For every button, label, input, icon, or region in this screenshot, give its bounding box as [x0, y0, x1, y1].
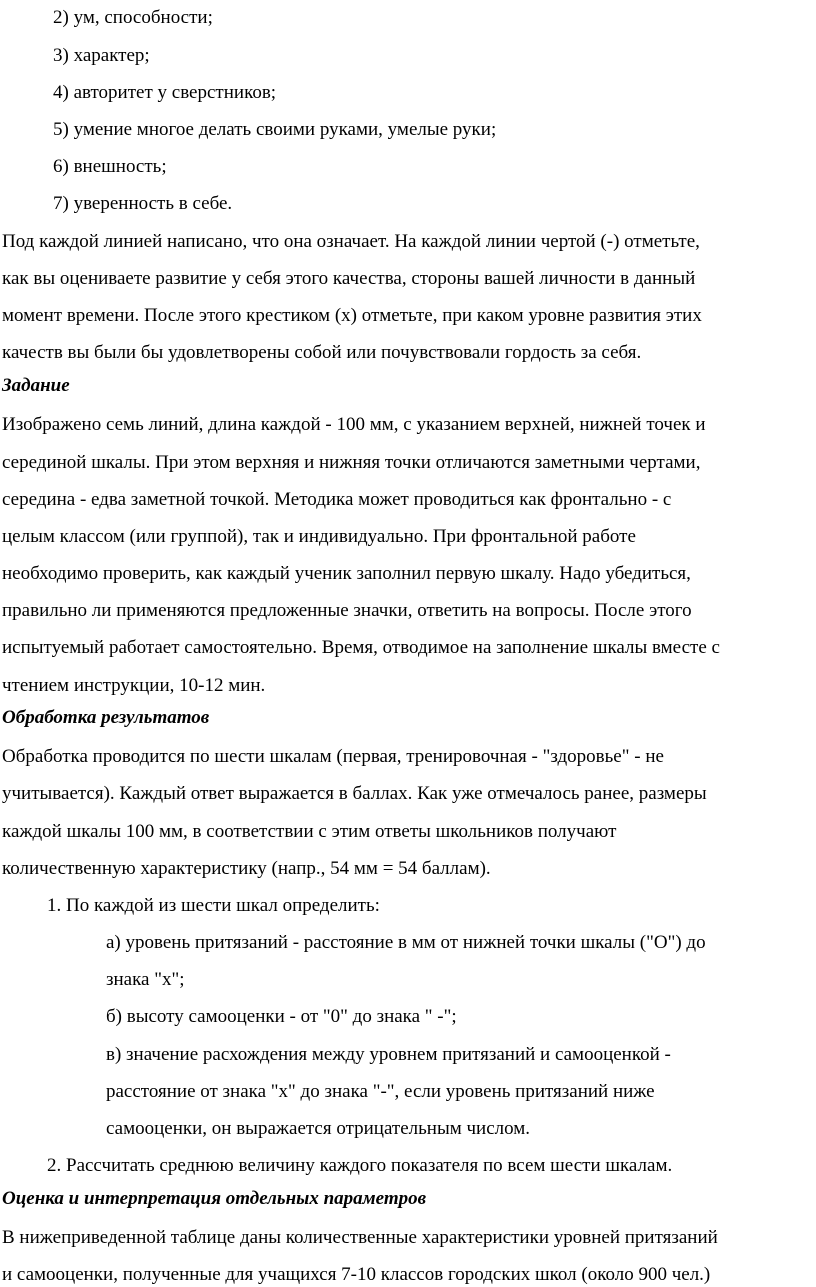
quality-item: 7) уверенность в себе.	[53, 193, 233, 214]
step-1-sub-line: а) уровень притязаний - расстояние в мм от нижней точки шкалы ("О") до	[106, 932, 706, 953]
processing-line: учитывается). Каждый ответ выражается в баллах. Как уже отмечалось ранее, размеры	[2, 783, 707, 804]
processing-line: количественную характеристику (напр., 54 мм = 54 баллам).	[2, 858, 491, 879]
instruction-line: момент времени. После этого крестиком (х) отметьте, при каком уровне развития этих	[2, 305, 702, 326]
instruction-line: качеств вы были бы удовлетворены собой или почувствовали гордость за себя.	[2, 342, 642, 363]
step-2: 2. Рассчитать среднюю величину каждого показателя по всем шести шкалам.	[47, 1155, 673, 1176]
quality-item: 3) характер;	[53, 45, 150, 66]
task-line: испытуемый работает самостоятельно. Время, отводимое на заполнение шкалы вместе с	[2, 637, 720, 658]
instruction-line: Под каждой линией написано, что она означает. На каждой линии чертой (-) отметьте,	[2, 231, 700, 252]
evaluation-line: В нижеприведенной таблице даны количественные характеристики уровней притязаний	[2, 1227, 718, 1248]
processing-heading: Обработка результатов	[2, 707, 210, 728]
task-line: целым классом (или группой), так и индивидуально. При фронтальной работе	[2, 526, 636, 547]
step-1-sub-line: б) высоту самооценки - от "0" до знака " -";	[106, 1006, 457, 1027]
instruction-line: как вы оцениваете развитие у себя этого качества, стороны вашей личности в данный	[2, 268, 696, 289]
task-heading: Задание	[2, 375, 70, 396]
evaluation-heading: Оценка и интерпретация отдельных параметров	[2, 1188, 427, 1209]
quality-item: 4) авторитет у сверстников;	[53, 82, 277, 103]
step-1-sub-line: в) значение расхождения между уровнем притязаний и самооценкой -	[106, 1044, 671, 1065]
step-1-sub-line: расстояние от знака "х" до знака "-", если уровень притязаний ниже	[106, 1081, 655, 1102]
task-line: Изображено семь линий, длина каждой - 100 мм, с указанием верхней, нижней точек и	[2, 414, 706, 435]
step-1-sub-line: знака "х";	[106, 969, 185, 990]
step-1: 1. По каждой из шести шкал определить:	[47, 895, 380, 916]
task-line: правильно ли применяются предложенные значки, ответить на вопросы. После этого	[2, 600, 692, 621]
quality-item: 6) внешность;	[53, 156, 167, 177]
step-1-sub-line: самооценки, он выражается отрицательным числом.	[106, 1118, 531, 1139]
processing-line: Обработка проводится по шести шкалам (первая, тренировочная - "здоровье" - не	[2, 746, 664, 767]
evaluation-line: и самооценки, полученные для учащихся 7-10 классов городских школ (около 900 чел.)	[2, 1264, 711, 1285]
processing-line: каждой шкалы 100 мм, в соответствии с этим ответы школьников получают	[2, 821, 617, 842]
quality-item: 2) ум, способности;	[53, 7, 213, 28]
task-line: необходимо проверить, как каждый ученик заполнил первую шкалу. Надо убедиться,	[2, 563, 691, 584]
task-line: чтением инструкции, 10-12 мин.	[2, 675, 266, 696]
quality-item: 5) умение многое делать своими руками, умелые руки;	[53, 119, 497, 140]
task-line: середина - едва заметной точкой. Методика может проводиться как фронтально - с	[2, 489, 672, 510]
task-line: серединой шкалы. При этом верхняя и нижняя точки отличаются заметными чертами,	[2, 452, 701, 473]
